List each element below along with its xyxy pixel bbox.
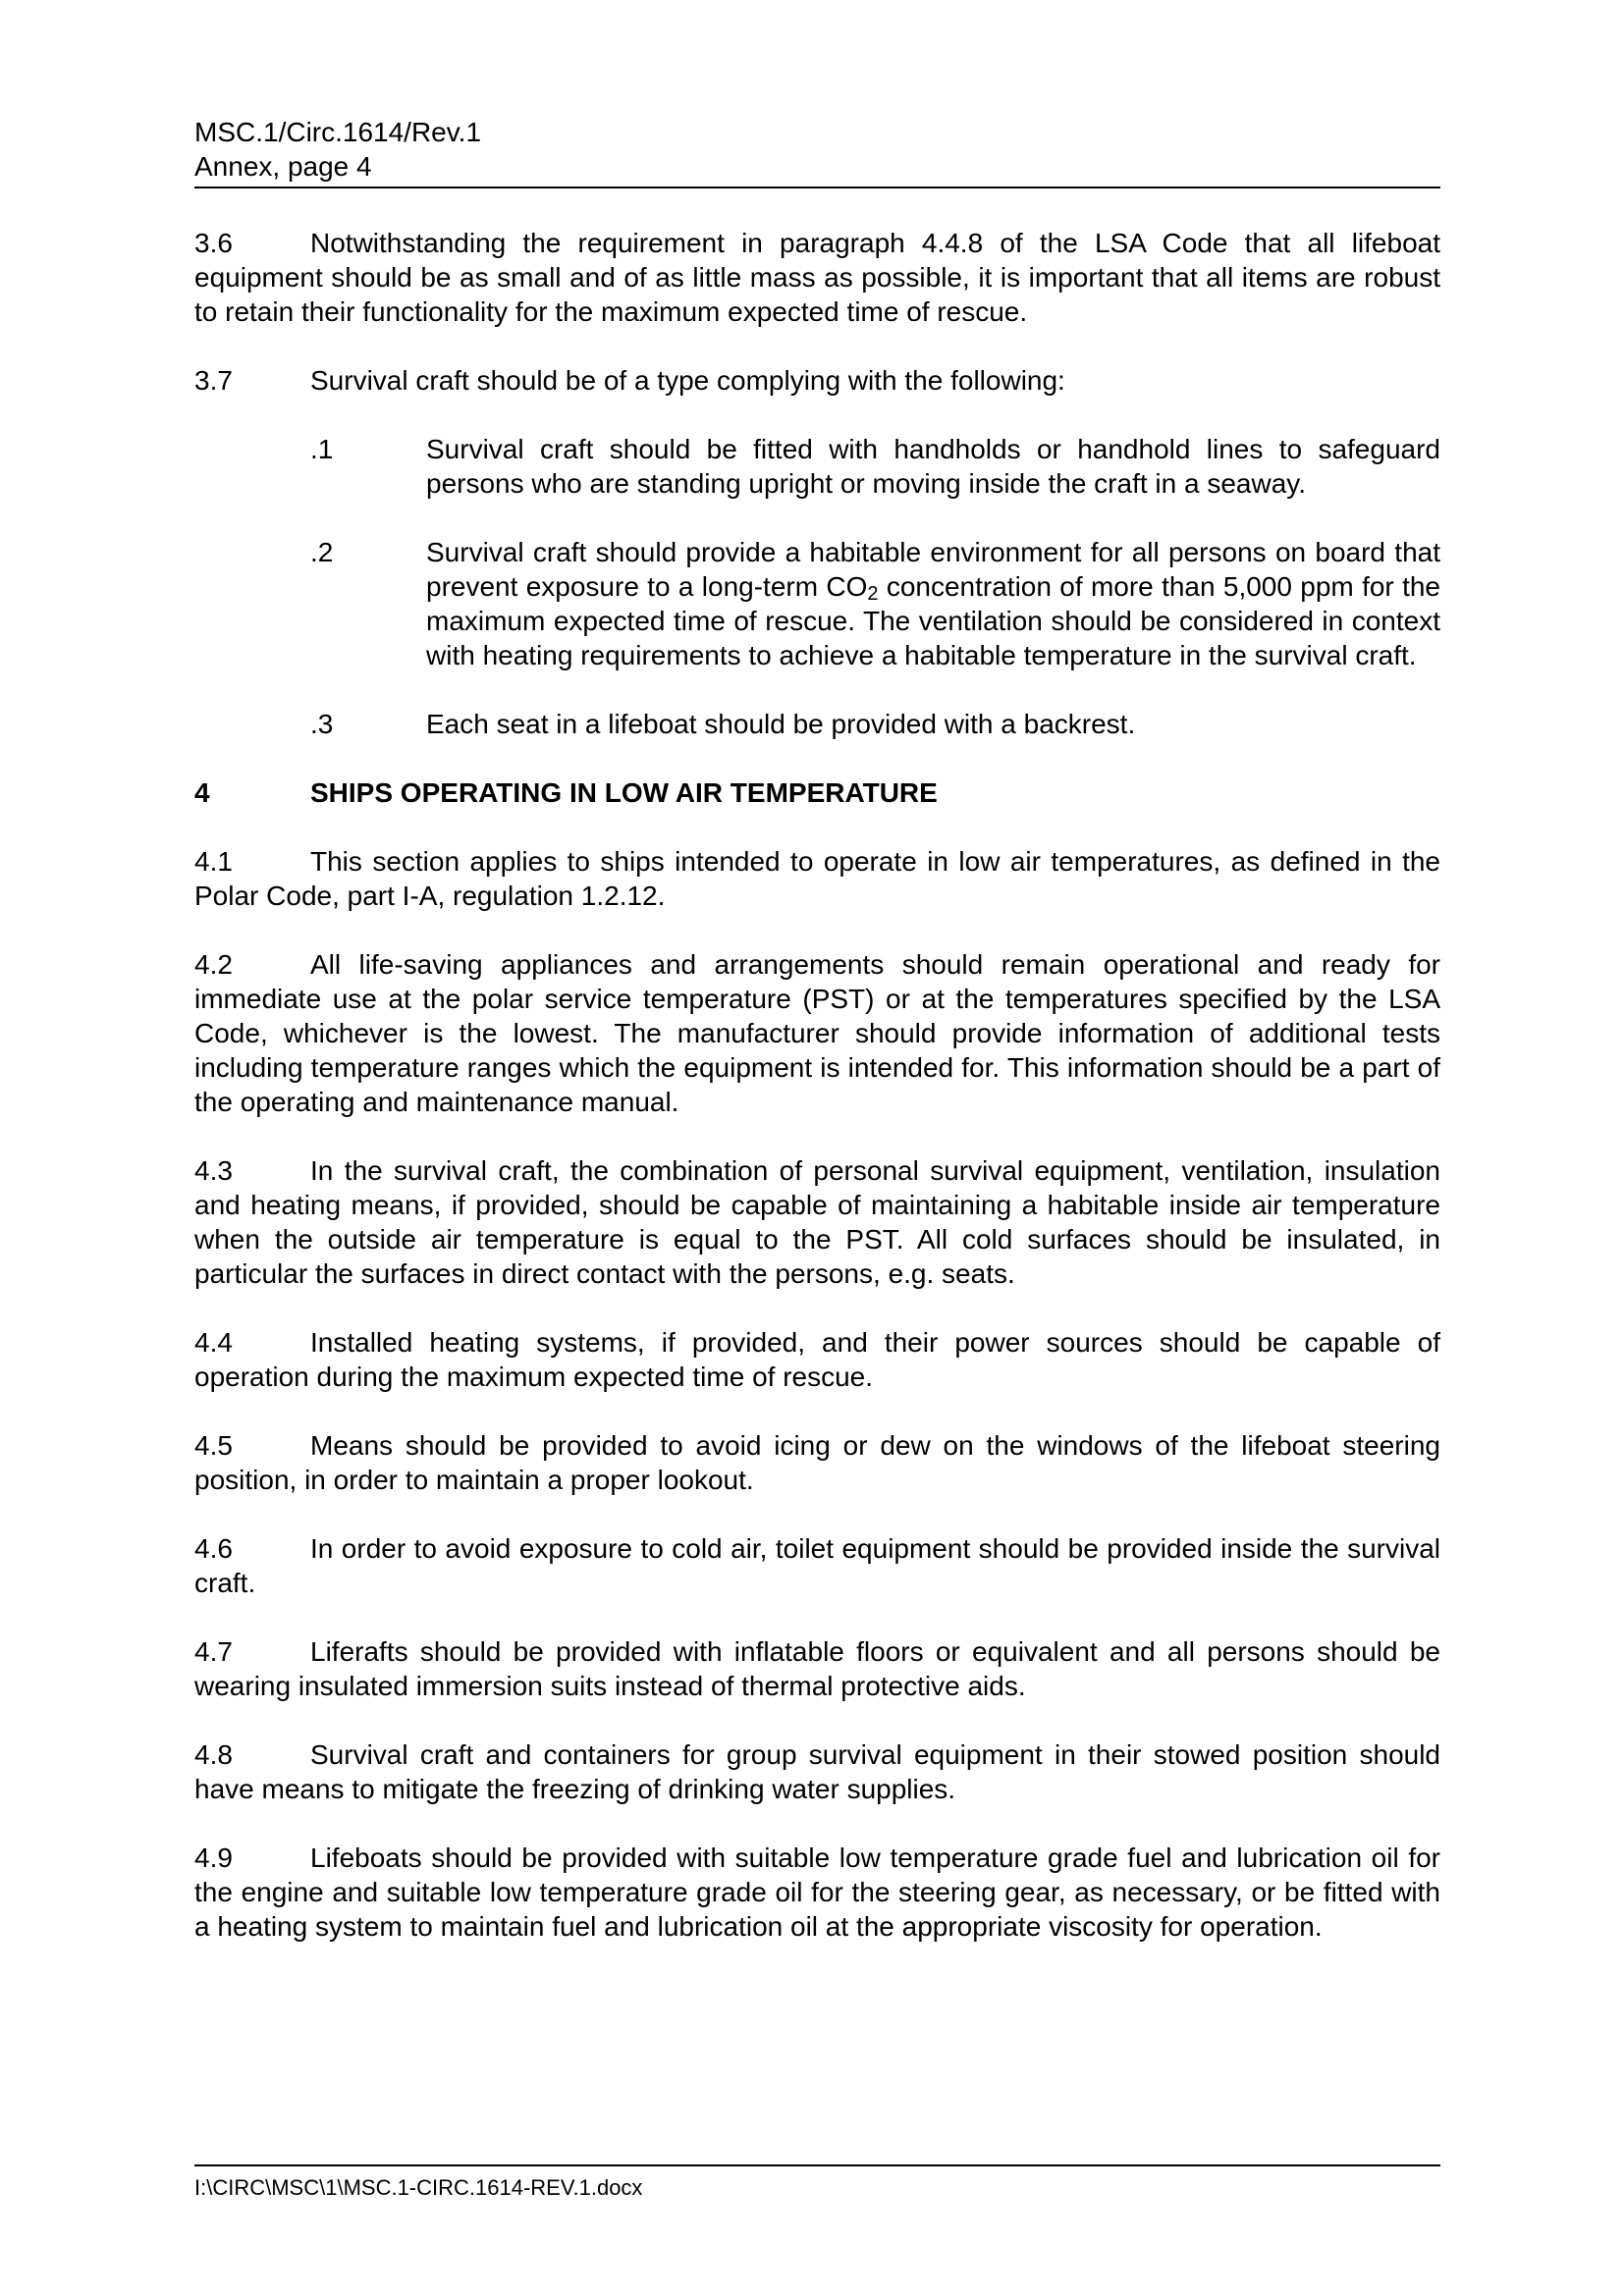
section-heading-4	[194, 775, 1440, 810]
page-label: Annex, page 4	[194, 151, 372, 182]
subparagraph-number: .2	[310, 537, 334, 567]
paragraph-3-6	[194, 226, 1440, 329]
paragraph-4-3	[194, 1153, 1440, 1291]
subparagraph-3	[310, 707, 1440, 741]
paragraph-4-8	[194, 1737, 1440, 1806]
subparagraph-1	[310, 432, 1440, 501]
paragraph-text: Lifeboats should be provided with suitable low temperature grade fuel and lubrication oil for the engine and suitable low temperature grade oil for the steering gear, as necessary, or be fitted with a heating system to maintain fuel and lubrication oil at the appropriate viscosity for operation.	[194, 1842, 1440, 1942]
paragraph-number: 4.9	[194, 1842, 233, 1873]
paragraph-text: Liferafts should be provided with inflatable floors or equivalent and all persons should be wearing insulated immersion suits instead of thermal protective aids.	[194, 1636, 1440, 1701]
paragraph-4-6	[194, 1531, 1440, 1600]
page-header	[194, 115, 1440, 184]
subparagraph-number: .3	[310, 709, 334, 739]
file-path: I:\CIRC\MSC\1\MSC.1-CIRC.1614-REV.1.docx	[194, 2175, 643, 2200]
subparagraph-text	[426, 535, 1440, 672]
footer-divider	[194, 2164, 1440, 2166]
paragraph-text: Means should be provided to avoid icing or dew on the windows of the lifeboat steering position, in order to maintain a proper lookout.	[194, 1430, 1440, 1495]
paragraph-4-1	[194, 844, 1440, 913]
paragraph-text: In order to avoid exposure to cold air, toilet equipment should be provided inside the survival craft.	[194, 1533, 1440, 1598]
subscript: 2	[867, 583, 879, 605]
paragraph-4-2	[194, 947, 1440, 1119]
paragraph-number: 3.6	[194, 228, 233, 258]
subparagraph-number: .1	[310, 434, 334, 464]
paragraph-text: Survival craft and containers for group survival equipment in their stowed position should have means to mitigate the freezing of drinking water supplies.	[194, 1739, 1440, 1804]
text-part: Survival craft should provide a habitable environment for all persons on board that prevent exposure to a long-term CO	[426, 537, 1440, 602]
section-number: 4	[194, 777, 210, 808]
paragraph-number: 4.8	[194, 1739, 233, 1770]
paragraph-number: 4.5	[194, 1430, 233, 1461]
paragraph-4-9	[194, 1841, 1440, 1944]
text-part: concentration of more than 5,000 ppm for the maximum expected time of rescue. The ventilation should be considered in context with heating requirements to achieve a habitable temperature in the survival craft.	[426, 571, 1440, 670]
document-body	[194, 226, 1440, 1978]
paragraph-number: 4.2	[194, 949, 233, 980]
paragraph-4-5	[194, 1428, 1440, 1497]
subparagraph-text: Survival craft should be fitted with handholds or handhold lines to safeguard persons who are standing upright or moving inside the craft in a seaway.	[426, 434, 1440, 499]
paragraph-number: 4.7	[194, 1636, 233, 1667]
paragraph-3-7	[194, 363, 1440, 398]
paragraph-number: 4.1	[194, 846, 233, 877]
paragraph-4-7	[194, 1634, 1440, 1703]
document-reference: MSC.1/Circ.1614/Rev.1	[194, 117, 482, 147]
paragraph-number: 4.6	[194, 1533, 233, 1564]
subparagraph-text: Each seat in a lifeboat should be provided with a backrest.	[426, 709, 1136, 739]
paragraph-text: All life-saving appliances and arrangements should remain operational and ready for immediate use at the polar service temperature (PST) or at the temperatures specified by the LSA Code, whichever is the lowest. The manufacturer should provide information of additional tests including temperature ranges which the equipment is intended for. This information should be a part of the operating and maintenance manual.	[194, 949, 1440, 1117]
paragraph-number: 4.3	[194, 1155, 233, 1186]
header-divider	[194, 187, 1440, 188]
paragraph-text: This section applies to ships intended to operate in low air temperatures, as defined in the Polar Code, part I-A, regulation 1.2.12.	[194, 846, 1440, 911]
paragraph-text: Notwithstanding the requirement in paragraph 4.4.8 of the LSA Code that all lifeboat equipment should be as small and of as little mass as possible, it is important that all items are robust to retain their functionality for the maximum expected time of rescue.	[194, 228, 1440, 327]
paragraph-number: 3.7	[194, 365, 233, 396]
paragraph-number: 4.4	[194, 1327, 233, 1358]
paragraph-text: In the survival craft, the combination of personal survival equipment, ventilation, insulation and heating means, if provided, should be capable of maintaining a habitable inside air temperature when the outside air temperature is equal to the PST. All cold surfaces should be insulated, in particular the surfaces in direct contact with the persons, e.g. seats.	[194, 1155, 1440, 1289]
paragraph-text: Installed heating systems, if provided, and their power sources should be capable of operation during the maximum expected time of rescue.	[194, 1327, 1440, 1392]
paragraph-4-4	[194, 1325, 1440, 1394]
subparagraph-2	[310, 535, 1440, 672]
section-title: SHIPS OPERATING IN LOW AIR TEMPERATURE	[310, 777, 938, 808]
paragraph-text: Survival craft should be of a type complying with the following:	[310, 365, 1065, 396]
